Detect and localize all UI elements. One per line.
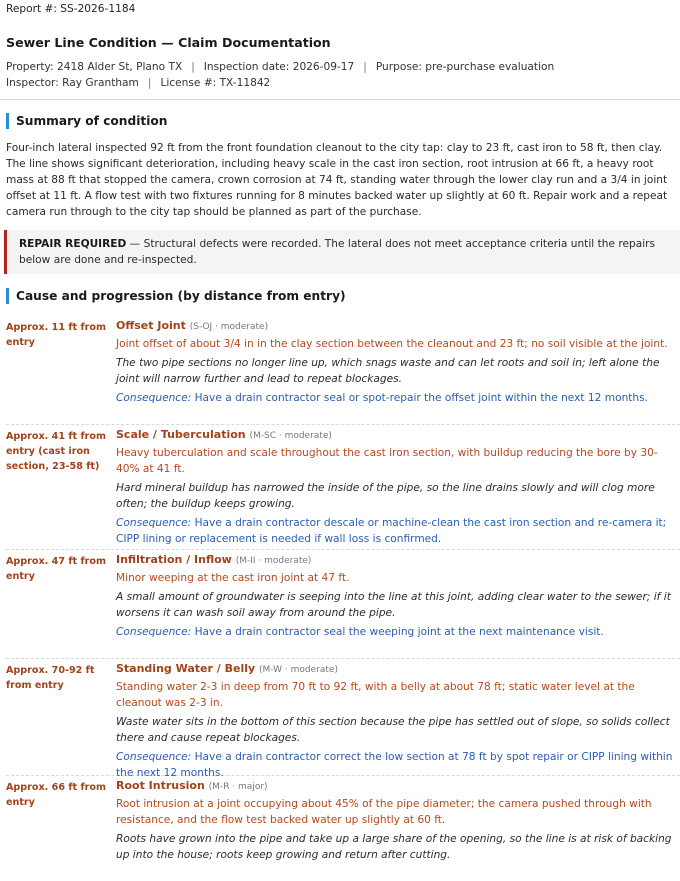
inspection-purpose: Purpose: pre-purchase evaluation [375, 61, 555, 73]
entry-distance: Approx. 66 ft from entry [6, 782, 106, 808]
entry-body [116, 425, 680, 549]
meta-separator: | [191, 61, 195, 73]
summary-heading: Summary of condition [6, 113, 680, 129]
consequence-label: Consequence: [116, 517, 192, 529]
defect-observation: Standing water 2-3 in deep from 70 ft to 92 ft, with a belly at about 78 ft; static water level at the cleanout was 2-3 in. [116, 681, 635, 709]
defect-name: Infiltration / Inflow [116, 553, 232, 566]
defect-explanation: Waste water sits in the bottom of this section because the pipe has settled out of slope, so solids collect there and cause repeat blockages. [116, 716, 670, 744]
consequence-text: Have a drain contractor seal the weeping joint at the next maintenance visit. [194, 626, 604, 638]
consequence-text: Have a drain contractor seal or spot-repair the offset joint within the next 12 months. [194, 392, 649, 404]
inspector-name: Inspector: Ray Grantham [6, 77, 139, 89]
defect-observation: Joint offset of about 3/4 in in the clay section between the cleanout and 23 ft; no soil visible at the joint. [116, 338, 668, 350]
defect-code: (S-OJ · moderate) [189, 322, 269, 332]
entry-distance: Approx. 11 ft from entry [6, 322, 106, 348]
property-address: Property: 2418 Alder St, Plano TX [6, 61, 183, 73]
cause-entry [6, 425, 680, 550]
repair-required-alert [4, 230, 680, 274]
defect-code: (M-R · major) [208, 782, 268, 792]
consequence-label: Consequence: [116, 626, 192, 638]
defect-explanation: The two pipe sections no longer line up, which snags waste and can let roots and soil in; left alone the joint will narrow further and lead to repeat blockages. [116, 357, 660, 385]
consequence-text: Have a drain contractor descale or machine-clean the cast iron section and re-camera it; CIPP lining or replacement is needed if wall loss is confirmed. [116, 517, 667, 545]
entry-distance: Approx. 70-92 ft from entry [6, 665, 95, 691]
defect-code: (M-II · moderate) [235, 556, 312, 566]
summary-text: Four-inch lateral inspected 92 ft from the front foundation cleanout to the city tap: clay to 23 ft, cast iron to 58 ft, then clay. The line shows significant deterioration, including heavy scale in the cast iron section, root intrusion at 66 ft, a heavy root mass at 88 ft that stopped the camera, crown corrosion at 74 ft, standing water through the lower clay run and a 3/4 in joint offset at 11 ft. A flow test with two fixtures running for 8 minutes backed water up slightly at 60 ft. Repair work and a repeat camera run through to the city tap should be planned as part of the purchase. [6, 142, 668, 218]
meta-separator: | [363, 61, 367, 73]
cause-entry [6, 776, 680, 863]
meta-separator: | [147, 77, 152, 89]
defect-explanation: Hard mineral buildup has narrowed the inside of the pipe, so the line drains slowly and will clog more often; the buildup keeps growing. [116, 482, 655, 510]
cause-entry [6, 659, 680, 779]
entry-body [116, 550, 680, 658]
entry-body [116, 659, 680, 779]
defect-explanation: Roots have grown into the pipe and take up a large share of the opening, so the line is at risk of backing up into the house; roots keep growing and return after cutting. [116, 833, 672, 861]
entry-distance: Approx. 41 ft from entry (cast iron section, 23-58 ft) [6, 431, 106, 472]
consequence-text: Have a drain contractor correct the low section at 78 ft by spot repair or CIPP lining within the next 12 months. [116, 751, 673, 779]
defect-title [116, 777, 680, 796]
cause-heading: Cause and progression (by distance from entry) [6, 288, 680, 304]
entry-body [116, 776, 680, 863]
defect-consequence [116, 624, 680, 640]
defect-observation: Root intrusion at a joint occupying about 45% of the pipe diameter; the camera pushed through with resistance, and the flow test backed water up slightly at 60 ft. [116, 798, 652, 826]
consequence-label: Consequence: [116, 751, 192, 763]
meta-line-1 [6, 59, 680, 75]
defect-name: Standing Water / Belly [116, 662, 256, 675]
defect-title [116, 551, 680, 570]
license-number: License #: TX-11842 [160, 77, 271, 89]
cause-entry [6, 316, 680, 425]
report-number: Report #: SS-2026-1184 [6, 3, 136, 15]
defect-consequence [116, 390, 680, 406]
defect-name: Scale / Tuberculation [116, 428, 246, 441]
defect-name: Root Intrusion [116, 779, 205, 792]
defect-title [116, 317, 680, 336]
consequence-label: Consequence: [116, 392, 192, 404]
defect-title [116, 660, 680, 679]
alert-label: REPAIR REQUIRED [19, 238, 127, 250]
page-title: Sewer Line Condition — Claim Documentation [6, 35, 331, 50]
defect-observation: Minor weeping at the cast iron joint at 47 ft. [116, 572, 350, 584]
inspection-date: Inspection date: 2026-09-17 [203, 61, 355, 73]
defect-name: Offset Joint [116, 319, 186, 332]
entry-body [116, 316, 680, 424]
defect-code: (M-SC · moderate) [249, 431, 332, 441]
defect-consequence [116, 515, 680, 547]
entry-distance: Approx. 47 ft from entry [6, 556, 106, 582]
cause-entry-list [6, 316, 680, 863]
alert-text: — Structural defects were recorded. The lateral does not meet acceptance criteria until the repairs below are done and re-inspected. [19, 238, 656, 266]
defect-title [116, 426, 680, 445]
report-meta [6, 59, 680, 91]
cause-entry [6, 550, 680, 659]
defect-code: (M-W · moderate) [259, 665, 338, 675]
meta-line-2 [6, 75, 680, 91]
header-divider [0, 99, 680, 100]
defect-observation: Heavy tuberculation and scale throughout the cast iron section, with buildup reducing the bore by 30-40% at 41 ft. [116, 447, 658, 475]
defect-explanation: A small amount of groundwater is seeping into the line at this joint, adding clear water to the sewer; if it worsens it can wash soil away from around the pipe. [116, 591, 671, 619]
